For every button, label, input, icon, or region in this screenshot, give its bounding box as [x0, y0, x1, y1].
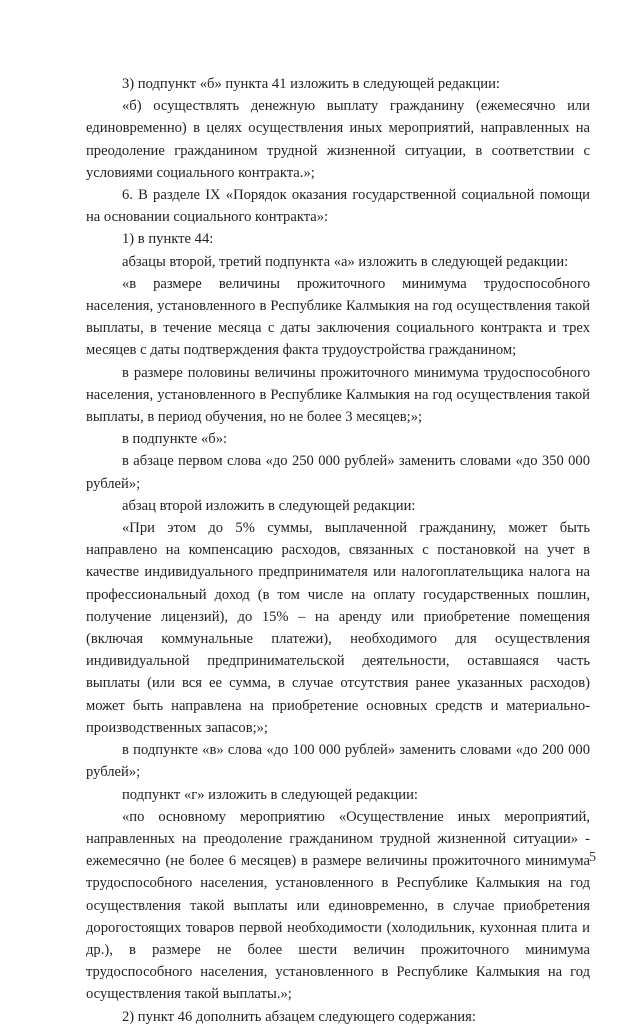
paragraph: 3) подпункт «б» пункта 41 изложить в следующей редакции:	[122, 76, 500, 92]
paragraph: 6. В разделе IX «Порядок оказания государственной социальной помощи на основании социального контракта»:	[86, 187, 590, 226]
paragraph: абзац второй изложить в следующей редакции:	[122, 497, 416, 514]
paragraph: 2) пункт 46 дополнить абзацем следующего содержания:	[122, 1008, 476, 1025]
paragraph: в размере половины величины прожиточного минимума трудоспособного населения, установленного в Республике Калмыкия на год осуществления такой выплаты, в период обучения, но не более 3 месяцев;»;	[86, 364, 590, 426]
paragraph: в абзаце первом слова «до 250 000 рублей» заменить словами «до 350 000 рублей»;	[86, 453, 590, 492]
page-number: 5	[589, 850, 596, 865]
paragraph: «в размере величины прожиточного минимума трудоспособного населения, установленного в Республике Калмыкия на год осуществления такой выплаты, в течение месяца с даты заключения социального контракта и трех месяцев с даты подтверждения факта трудоустройства гражданином;	[86, 275, 590, 359]
paragraph: «При этом до 5% суммы, выплаченной гражданину, может быть направлено на компенсацию расходов, связанных с постановкой на учет в качестве индивидуального предпринимателя или налогоплательщика налога на профессиональный доход (в том числе на оплату государственных пошлин, получение лицензий), до 15% – на аренду или приобретение помещения (включая коммунальные платежи), необходимого для осуществления индивидуальной предпринимательской деятельности, оставшаяся часть выплаты (или вся ее сумма, в случае отсутствия ранее указанных расходов) может быть направлена на приобретение основных средств и материально-производственных запасов;»;	[86, 520, 590, 736]
paragraph: «по основному мероприятию «Осуществление иных мероприятий, направленных на преодоление гражданином трудной жизненной ситуации» - ежемесячно (не более 6 месяцев) в размере величины прожиточного минимума трудоспособного населения, установленного в Республике Калмыкия на год осуществления такой выплаты или единовременно, в случае приобретения дорогостоящих товаров первой необходимости (холодильник, кухонная плита и др.), в размере не более шести величин прожиточного минимума трудоспособного населения, установленного в Республике Калмыкия на год осуществления такой выплаты.»;	[86, 808, 590, 1003]
paragraph: 1) в пункте 44:	[122, 231, 214, 248]
paragraph: в подпункте «б»:	[122, 431, 228, 448]
document-body	[86, 73, 590, 1028]
paragraph: «б) осуществлять денежную выплату гражданину (ежемесячно или единовременно) в целях осуществления иных мероприятий, направленных на преодоление гражданином трудной жизненной ситуации, в соответствии с условиями социального контракта.»;	[86, 98, 590, 181]
paragraph: подпункт «г» изложить в следующей редакции:	[122, 786, 418, 803]
paragraph: в подпункте «в» слова «до 100 000 рублей» заменить словами «до 200 000 рублей»;	[86, 742, 590, 781]
paragraph: абзацы второй, третий подпункта «а» изложить в следующей редакции:	[122, 253, 569, 270]
